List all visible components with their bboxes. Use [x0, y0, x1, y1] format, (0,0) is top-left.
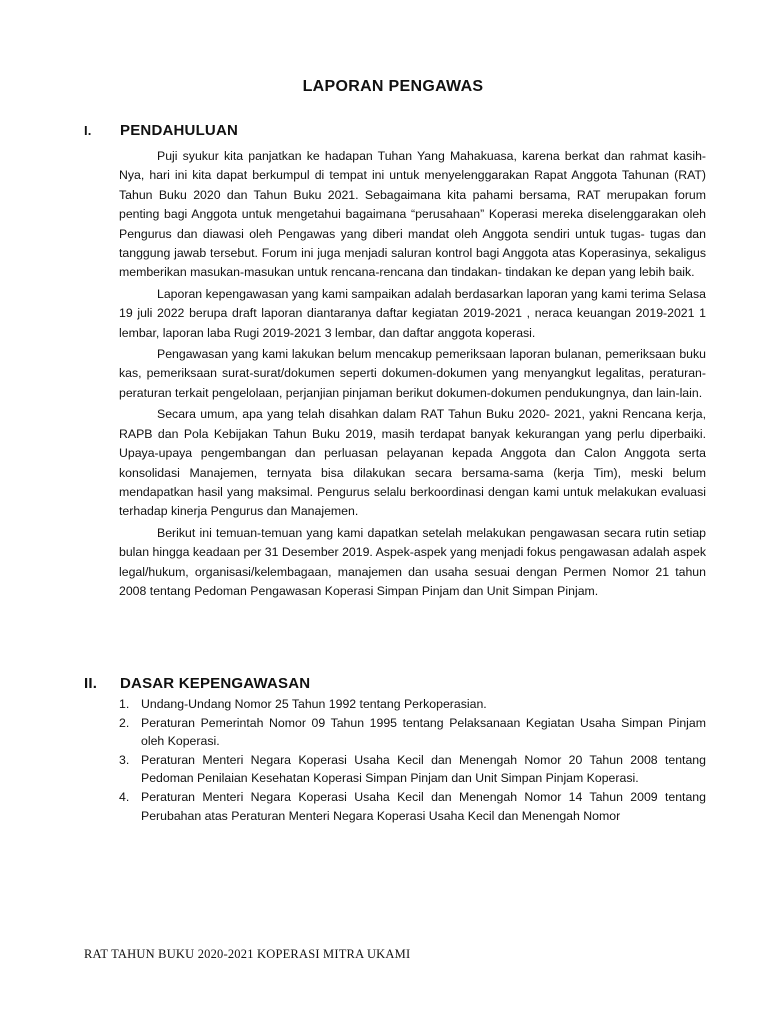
section-1-title: PENDAHULUAN	[120, 122, 239, 139]
section-2-title: DASAR KEPENGAWASAN	[120, 675, 311, 692]
list-item	[119, 714, 706, 751]
list-item	[119, 751, 706, 788]
list-item	[119, 788, 706, 825]
legal-basis-list	[119, 695, 706, 825]
page-footer: RAT TAHUN BUKU 2020-2021 KOPERASI MITRA UKAMI	[84, 947, 411, 961]
section-1-number: I.	[84, 123, 92, 138]
list-item-number: 1.	[119, 697, 130, 711]
list-item-text: Peraturan Menteri Negara Koperasi Usaha Kecil dan Menengah Nomor 14 Tahun 2009 tentang Perubahan atas Peraturan Menteri Negara Koperasi Usaha Kecil dan Menengah Nomor	[141, 789, 706, 823]
list-item-text: Peraturan Pemerintah Nomor 09 Tahun 1995 tentang Pelaksanaan Kegiatan Usaha Simpan Pinjam oleh Koperasi.	[141, 715, 706, 749]
section-1-heading	[84, 122, 238, 139]
paragraph: Berikut ini temuan-temuan yang kami dapatkan setelah melakukan pengawasan secara rutin setiap bulan hingga keadaan per 31 Desember 2019. Aspek-aspek yang menjadi fokus pengawasan adalah aspek legal/hukum, organisasi/kelembagaan, manajemen dan usaha sesuai dengan Permen Nomor 21 tahun 2008 tentang Pedoman Pengawasan Koperasi Simpan Pinjam dan Unit Simpan Pinjam.	[119, 525, 706, 598]
list-item	[119, 695, 706, 714]
paragraph: Pengawasan yang kami lakukan belum mencakup pemeriksaan laporan bulanan, pemeriksaan buku kas, pemeriksaan surat-surat/dokumen seperti dokumen-dokumen yang menyangkut legalitas, peraturan-peraturan terkait pengelolaan, perjanjian pinjaman berikut dokumen-dokumen pendukungnya, dan lain-lain.	[119, 347, 706, 400]
list-item-text: Undang-Undang Nomor 25 Tahun 1992 tentang Perkoperasian.	[141, 697, 487, 711]
section-2-number: II.	[84, 675, 98, 692]
section-1-body	[119, 147, 706, 603]
list-item-text: Peraturan Menteri Negara Koperasi Usaha Kecil dan Menengah Nomor 20 Tahun 2008 tentang Pedoman Penilaian Kesehatan Koperasi Simpan Pinjam dan Unit Simpan Pinjam Koperasi.	[141, 752, 706, 786]
section-2-heading	[84, 675, 310, 692]
list-item-number: 4.	[119, 789, 130, 804]
document-title: LAPORAN PENGAWAS	[302, 78, 484, 95]
paragraph: Secara umum, apa yang telah disahkan dalam RAT Tahun Buku 2020- 2021, yakni Rencana kerja, RAPB dan Pola Kebijakan Tahun Buku 2019, masih terdapat banyak kekurangan yang perlu diperbaiki. Upaya-upaya pengembangan dan perluasan pelayanan kepada Anggota dan Calon Anggota serta konsolidasi Manajemen, ternyata bisa dilakukan secara bersama-sama (kerja Tim), meski belum mendapatkan hasil yang maksimal. Pengurus selalu berkoordinasi dengan kami untuk melakukan evaluasi terhadap kinerja Pengurus dan Manajemen.	[119, 407, 706, 519]
paragraph: Puji syukur kita panjatkan ke hadapan Tuhan Yang Mahakuasa, karena berkat dan rahmat kasih-Nya, hari ini kita dapat berkumpul di tempat ini untuk menyelenggarakan Rapat Anggota Tahunan (RAT) Tahun Buku 2020 dan Tahun Buku 2021. Sebagaimana kita pahami bersama, RAT merupakan forum penting bagi Anggota untuk mengetahui bagaimana “perusahaan” Koperasi mereka diselenggarakan oleh Pengurus dan diawasi oleh Pengawas yang diberi mandat oleh Anggota sendiri untuk tugas- tugas dan tanggung jawab tersebut. Forum ini juga menjadi saluran kontrol bagi Anggota atas Koperasinya, sekaligus memberikan masukan-masukan untuk rencana-rencana dan tindakan- tindakan ke depan yang lebih baik.	[119, 149, 706, 280]
list-item-number: 2.	[119, 715, 130, 730]
paragraph: Laporan kepengawasan yang kami sampaikan adalah berdasarkan laporan yang kami terima Selasa 19 juli 2022 berupa draft laporan diantaranya daftar kegiatan 2019-2021 , neraca keuangan 2019-2021 1 lembar, laporan laba Rugi 2019-2021 3 lembar, dan daftar anggota koperasi.	[119, 286, 706, 340]
list-item-number: 3.	[119, 752, 130, 767]
